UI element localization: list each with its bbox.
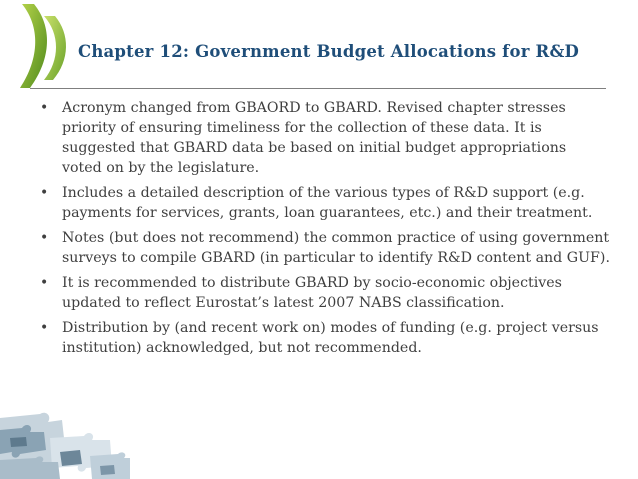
bullet-item — [40, 273, 610, 313]
bullet-marker: • — [40, 320, 49, 336]
slide-title: Chapter 12: Government Budget Allocations for R&D — [78, 42, 580, 61]
bullet-item — [40, 318, 610, 358]
bullet-marker: • — [40, 100, 49, 116]
bullet-item — [40, 228, 610, 268]
bullet-marker: • — [40, 230, 49, 246]
title-divider — [30, 88, 606, 89]
bullet-marker: • — [40, 275, 49, 291]
bullet-text: Notes (but does not recommend) the common practice of using government surveys to compile GBARD (in particular to identify R&D content and GUF). — [62, 230, 610, 266]
bullet-text: Acronym changed from GBAORD to GBARD. Revised chapter stresses priority of ensuring timeliness for the collection of these data. It is suggested that GBARD data be based on initial budget appropriations voted on by the legislature. — [62, 100, 567, 176]
bullet-item — [40, 183, 610, 223]
bullet-text: It is recommended to distribute GBARD by socio-economic objectives updated to reflect Eurostat’s latest 2007 NABS classification. — [62, 275, 562, 311]
bullet-item — [40, 98, 610, 178]
bullet-text: Distribution by (and recent work on) modes of funding (e.g. project versus institution) acknowledged, but not recommended. — [62, 320, 599, 356]
bullet-list — [40, 98, 610, 363]
bullet-text: Includes a detailed description of the various types of R&D support (e.g. payments for services, grants, loan guarantees, etc.) and their treatment. — [62, 185, 593, 221]
bullet-marker: • — [40, 185, 49, 201]
oecd-chevron-logo-icon — [0, 0, 80, 92]
puzzle-pieces-icon — [0, 408, 130, 479]
